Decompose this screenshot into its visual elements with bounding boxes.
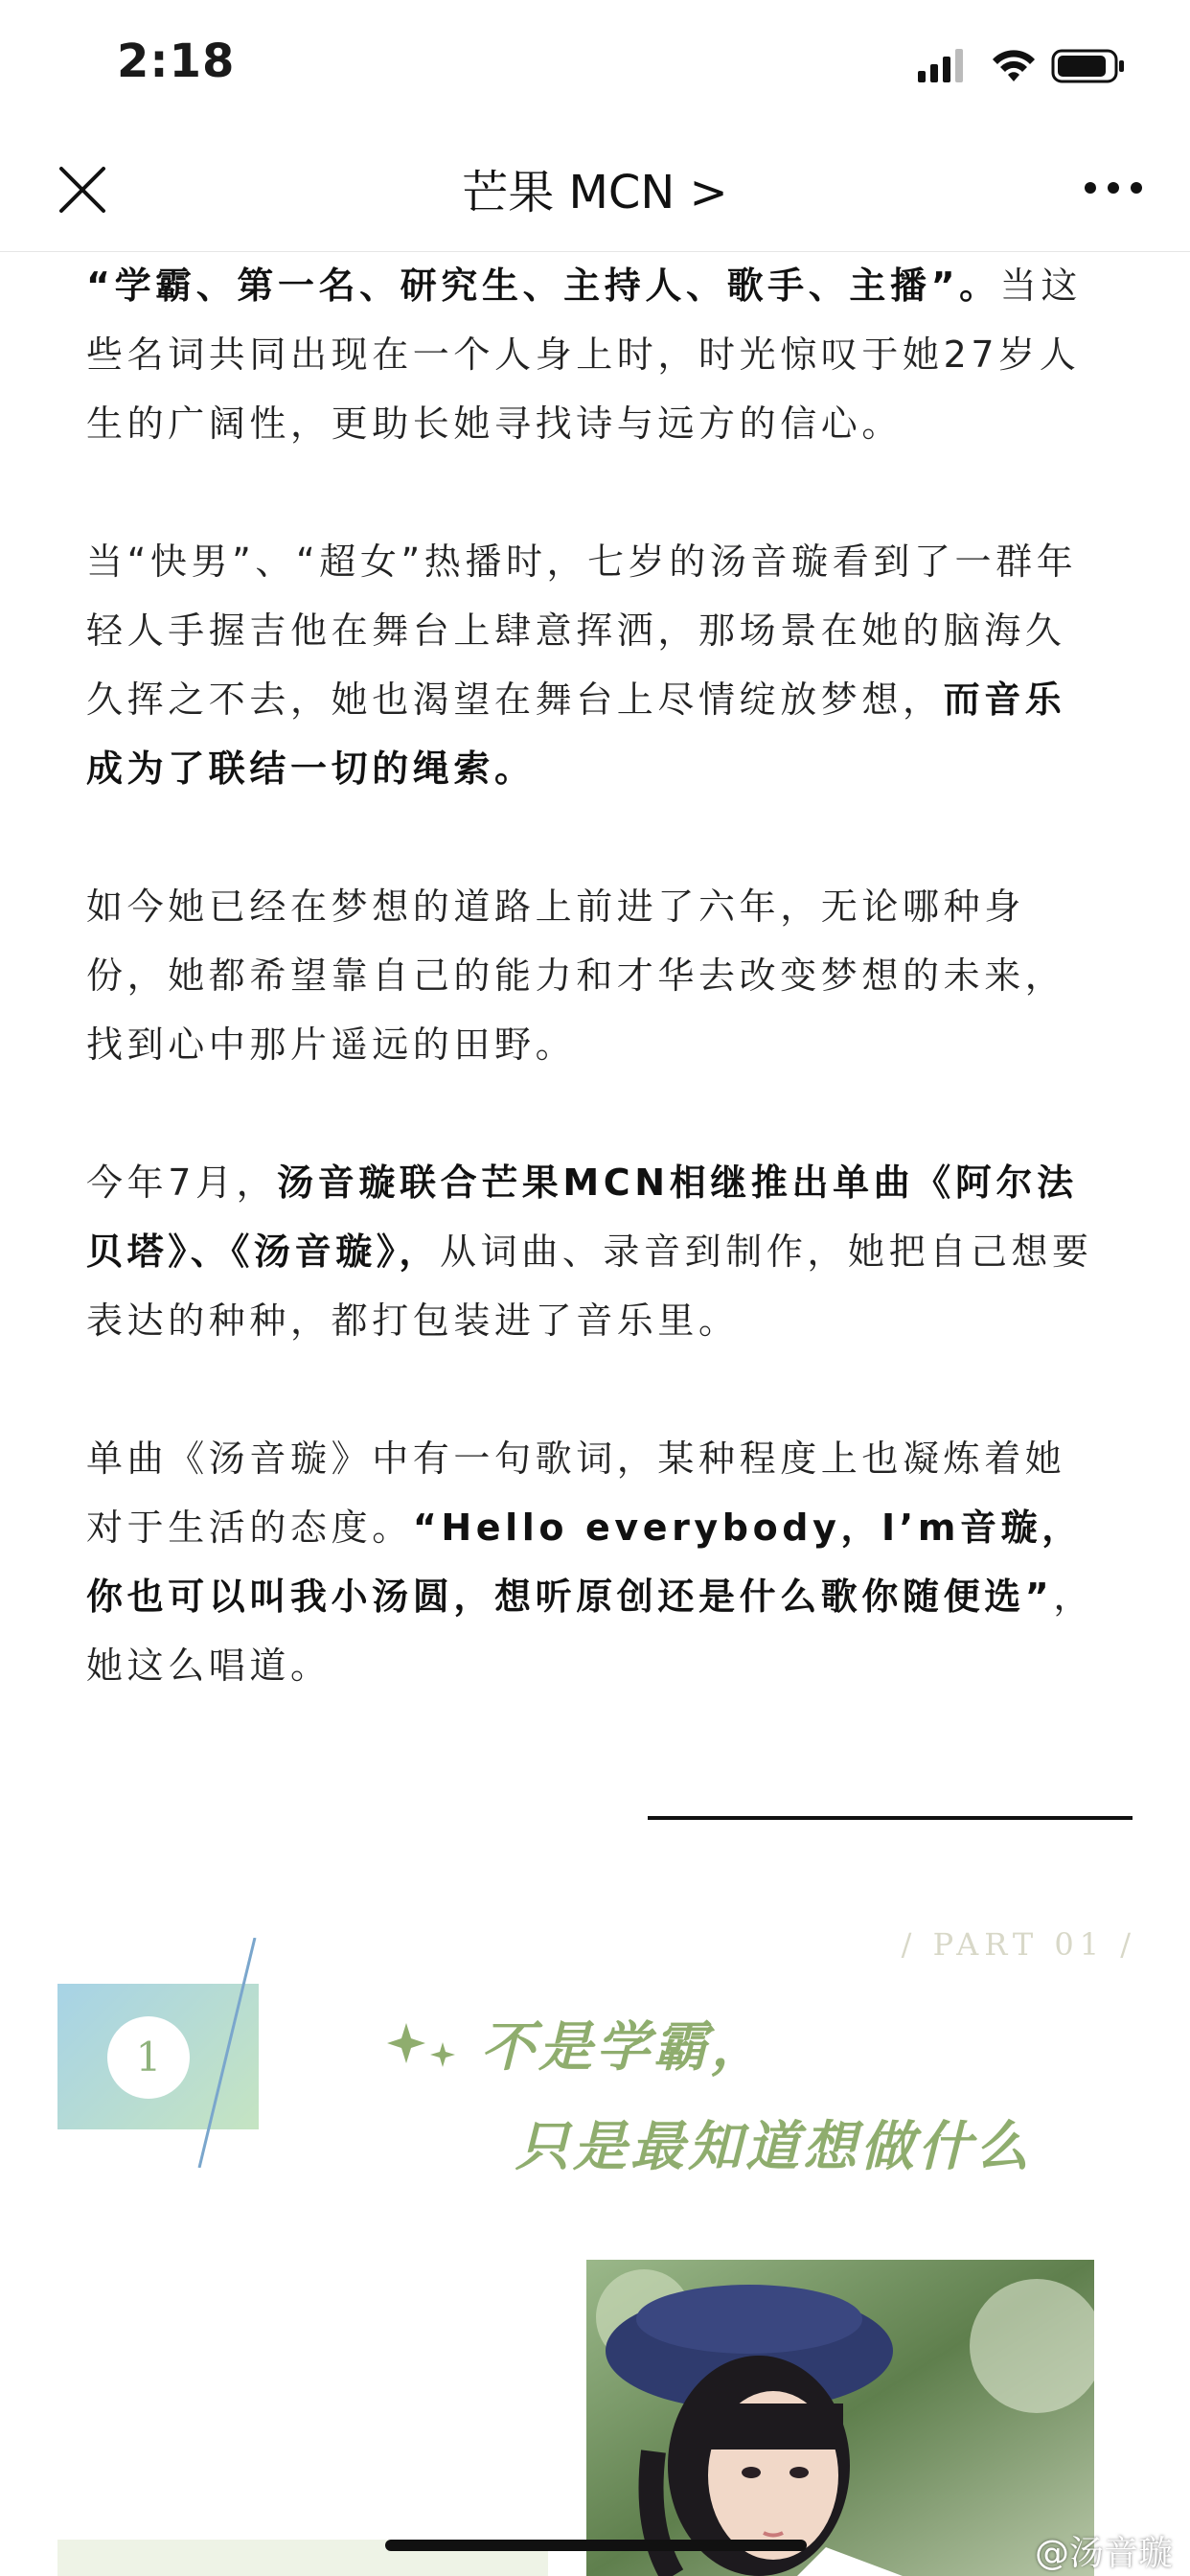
more-options-icon[interactable] — [1083, 169, 1144, 207]
decorative-slash — [192, 1938, 268, 2168]
portrait-illustration — [586, 2260, 1094, 2576]
nav-bar — [0, 125, 1190, 252]
paragraph-3 — [86, 872, 1102, 1079]
paragraph-4-text: 从词曲、录音到制作，她把自己想要表达的种种，都打包装进了音乐里。 — [86, 1230, 1093, 1342]
section-heading-line-2: 只是最知道想做什么 — [515, 2116, 1033, 2178]
paragraph-5-text: ，她这么唱道。 — [86, 1576, 1094, 1687]
portrait-photo[interactable] — [586, 2260, 1094, 2576]
battery-icon — [1053, 51, 1124, 81]
paragraph-4-intro: 今年7月， — [86, 1162, 278, 1204]
part-label: / PART 01 / — [901, 1926, 1136, 1963]
paragraph-1-text: 当这些名词共同出现在一个人身上时，时光惊叹于她27岁人生的广阔性，更助长她寻找诗与远方的信心。 — [86, 264, 1082, 445]
status-time: 2:18 — [117, 34, 236, 88]
paragraph-4-highlight: 汤音璇联合芒果MCN相继推出单曲《阿尔法贝塔》、《汤音璇》， — [86, 1162, 1078, 1273]
paragraph-2 — [86, 527, 1102, 803]
cellular-signal-icon — [918, 49, 963, 82]
paragraph-1 — [86, 251, 1102, 458]
paragraph-2-text: 当“快男”、“超女”热播时，七岁的汤音璇看到了一群年轻人手握吉他在舞台上肆意挥洒，那场景在她的脑海久久挥之不去，她也渴望在舞台上尽情绽放梦想， — [86, 540, 1078, 721]
status-icons — [918, 46, 1129, 84]
status-bar — [0, 0, 1190, 125]
section-divider — [648, 1816, 1133, 1820]
home-indicator[interactable] — [385, 2540, 807, 2551]
paragraph-4 — [86, 1148, 1102, 1355]
paragraph-5 — [86, 1424, 1102, 1700]
sparkle-icon — [385, 2017, 462, 2075]
watermark: @汤音璇 — [1034, 2534, 1173, 2573]
article-body — [86, 251, 1102, 1700]
wifi-icon — [993, 50, 1035, 81]
account-title-link[interactable]: 芒果 MCN > — [462, 166, 728, 219]
paragraph-2-highlight: 而音乐成为了联结一切的绳索。 — [86, 678, 1066, 790]
paragraph-5-lyric: “Hello everybody，I’m音璇，你也可以叫我小汤圆，想听原创还是什么歌你随便选” — [86, 1506, 1083, 1618]
paragraph-1-highlight: “学霸、第一名、研究生、主持人、歌手、主播”。 — [86, 264, 1000, 307]
section-number: 1 — [107, 2016, 190, 2099]
paragraph-3-text: 如今她已经在梦想的道路上前进了六年，无论哪种身份，她都希望靠自己的能力和才华去改变梦想的未来，找到心中那片遥远的田野。 — [86, 886, 1066, 1066]
paragraph-5-intro: 单曲《汤音璇》中有一句歌词，某种程度上也凝炼着她对于生活的态度。 — [86, 1438, 1066, 1549]
section-heading-line-1: 不是学霸， — [481, 2016, 768, 2079]
